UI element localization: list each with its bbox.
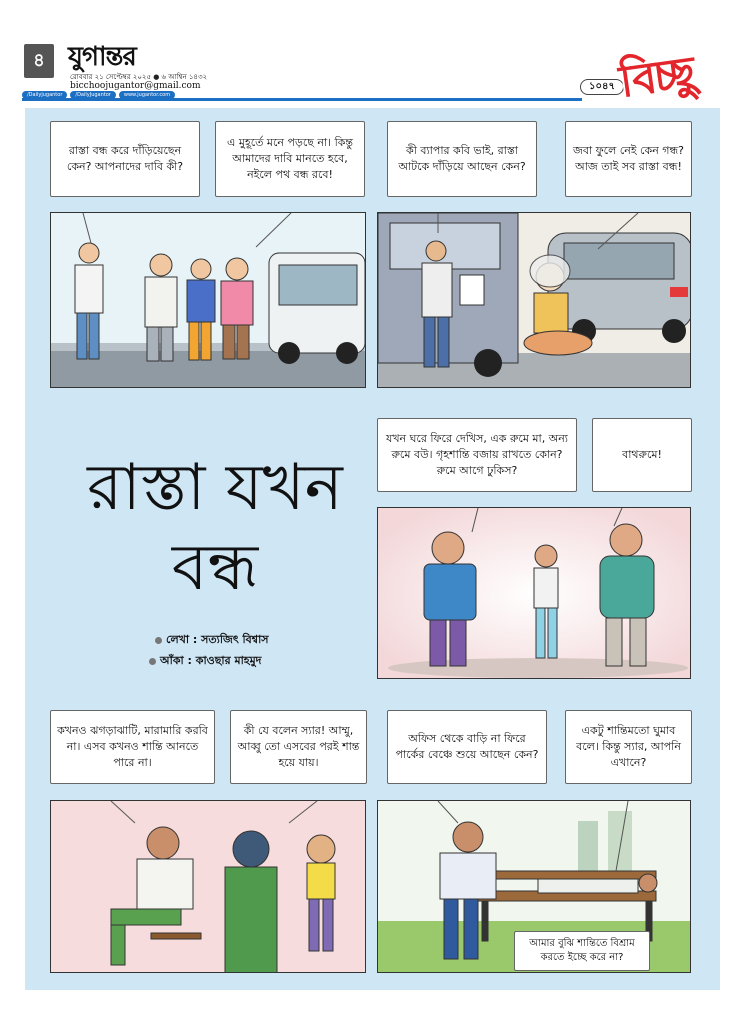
comic-panel-1 xyxy=(50,212,366,388)
bullet-icon xyxy=(155,637,162,644)
speech-bubble: রাস্তা বন্ধ করে দাঁড়িয়েছেন কেন? আপনাদের দাবি কী? xyxy=(50,121,200,197)
twitter-link[interactable]: /Dailyjugantor xyxy=(22,91,67,99)
speech-bubble: আমার বুঝি শান্তিতে বিশ্রাম করতে ইচ্ছে করে না? xyxy=(514,931,650,971)
speech-bubble: কী ব্যাপার কবি ভাই, রাস্তা আটকে দাঁড়িয়ে আছেন কেন? xyxy=(387,121,537,197)
speech-bubble: অফিস থেকে বাড়ি না ফিরে পার্কের বেঞ্চে শুয়ে আছেন কেন? xyxy=(387,710,547,784)
comic-panel-3 xyxy=(377,507,691,679)
artist-credit xyxy=(149,652,261,671)
speech-bubble: একটু শান্তিমতো ঘুমাব বলে। কিন্তু স্যার, আপনি এখানে? xyxy=(565,710,692,784)
speech-bubble: এ মুহূর্তে মনে পড়ছে না। কিন্তু আমাদের দাবি মানতে হবে, নইলে পথ বন্ধ রবে! xyxy=(215,121,365,197)
facebook-link[interactable]: /DailyJugantor xyxy=(70,91,115,99)
speech-bubble: বাথরুমে! xyxy=(592,418,692,492)
speech-bubble: যখন ঘরে ফিরে দেখিস, এক রুমে মা, অন্য রুমে বউ। গৃহশান্তি বজায় রাখতে কোন? রুমে আগে ঢুকিস? xyxy=(377,418,577,492)
newspaper-masthead: যুগান্তর xyxy=(68,42,136,72)
writer-text: লেখা : সত্যজিৎ বিশ্বাস xyxy=(166,633,269,646)
title-line-1: রাস্তা যখন xyxy=(87,451,343,525)
poet-illustration xyxy=(378,213,691,388)
contact-email: bicchoojugantor@gmail.com xyxy=(70,81,201,91)
issue-number: ১০৪৭ xyxy=(580,79,624,95)
bullet-icon xyxy=(149,658,156,665)
speech-bubble: জবা ফুলে নেই কেন গন্ধ? আজ তাই সব রাস্তা বন্ধ! xyxy=(565,121,692,197)
page-number: ৪ xyxy=(24,44,54,78)
protest-illustration xyxy=(51,213,366,388)
supplement-logo: বিচ্ছু xyxy=(616,47,696,108)
teacher-illustration xyxy=(51,801,366,973)
bathroom-joke-illustration xyxy=(378,508,691,679)
comic-panel-4 xyxy=(50,800,366,973)
comic-panel-5 xyxy=(377,800,691,973)
header-divider xyxy=(22,98,582,101)
website-link[interactable]: www.jugantor.com xyxy=(119,91,175,99)
artist-text: আঁকা : কাওছার মাহমুদ xyxy=(160,654,262,667)
speech-bubble: কখনও ঝগড়াঝাটি, মারামারি করবি না। এসব কখনও শান্তি আনতে পারে না। xyxy=(50,710,215,784)
comic-title xyxy=(65,448,365,608)
comic-page xyxy=(25,108,720,990)
dateline: রোববার ২১ সেপ্টেম্বর ২০২৫ ● ৬ আশ্বিন ১৪৩২ xyxy=(70,73,208,81)
writer-credit xyxy=(155,631,269,650)
title-line-2: বন্ধ xyxy=(171,531,259,605)
speech-bubble: কী যে বলেন স্যার! আম্মু, আব্বু তো এসবের পরই শান্ত হয়ে যায়। xyxy=(230,710,367,784)
comic-panel-2 xyxy=(377,212,691,388)
